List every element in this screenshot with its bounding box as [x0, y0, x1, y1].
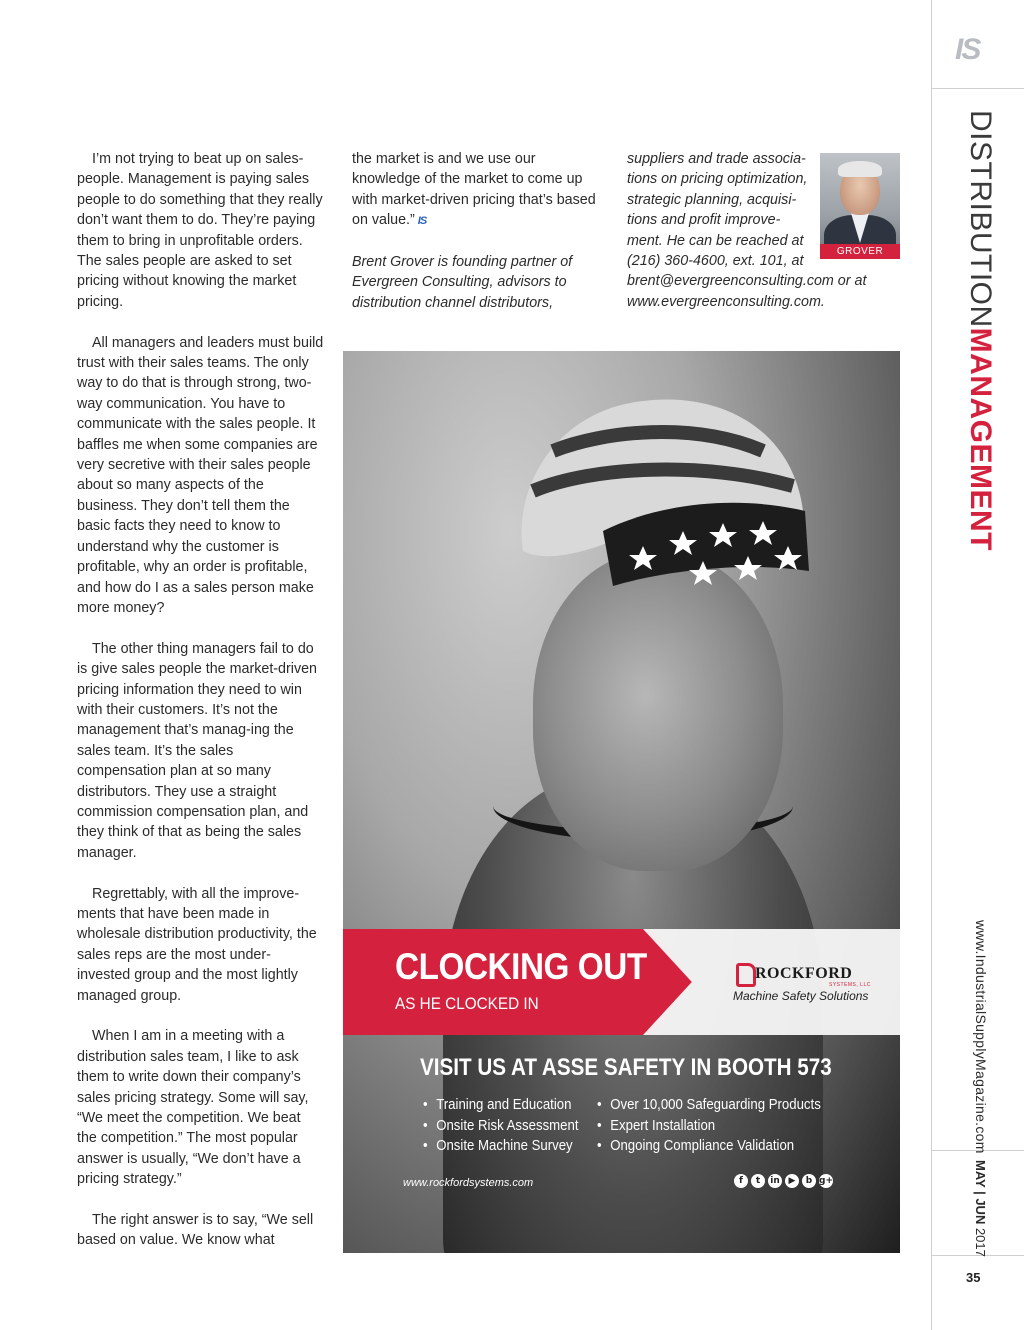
ad-bullet: • Onsite Machine Survey [423, 1136, 579, 1157]
flag-bandana-image [493, 371, 813, 611]
paragraph: When I am in a meeting with a distribution sales team, I like to ask them to write down their company’s sales pricing strategy. Some will say, “We meet the competition. We beat the competition.” The most popular answer is usually, “We don’t have a pricing strategy.” [77, 1028, 309, 1188]
author-bio-start: Brent Grover is founding partner of Evergreen Consulting, advisors to distribution channel distributors, [352, 254, 573, 311]
paragraph [352, 149, 604, 232]
advertisement[interactable] [343, 351, 900, 1253]
magazine-logo: IS [955, 33, 980, 66]
photo-caption: GROVER [820, 244, 900, 259]
article-column-1 [77, 149, 324, 1271]
ad-bullet: • Ongoing Compliance Validation [597, 1136, 821, 1157]
author-contact[interactable]: brent@evergreenconsulting.com or at www.evergreenconsulting.com. [627, 273, 867, 310]
author-bio-continued: suppliers and trade associa-tions on pricing optimization, strategic planning, acquisi-tions and profit improve-ment. He can be reached at (216) 360-4600, ext. 101, at [627, 151, 808, 270]
magazine-url[interactable]: www.IndustrialSupplyMagazine.com [973, 920, 989, 1154]
ad-website-link[interactable]: www.rockfordsystems.com [403, 1177, 534, 1189]
article-column-2 [352, 149, 604, 334]
paragraph: Regrettably, with all the improve-ments that have been made in wholesale distribution productivity, the sales reps are the most under-invested group and the most lightly managed group. [77, 885, 317, 1004]
photo-hair [838, 161, 882, 177]
end-mark-icon: IS [417, 215, 427, 228]
google-plus-icon[interactable]: g+ [819, 1176, 833, 1186]
ad-bullets-left [423, 1095, 579, 1157]
linkedin-icon[interactable]: in [768, 1174, 782, 1188]
ad-visit-booth: VISIT US AT ASSE SAFETY IN BOOTH 573 [420, 1054, 832, 1081]
paragraph: I’m not trying to beat up on sales-people. Management is paying sales people to do something that they really don’t want them to do. They’re paying them to bring in unprofitable orders. The sales people are asked to set pricing without knowing the market pricing. [77, 151, 323, 310]
paragraph-text: the market is and we use our knowledge of the market to come up with market-driven pricing that’s based on value.” [352, 151, 596, 229]
rockford-logo-icon [736, 963, 756, 987]
author-photo [820, 153, 900, 259]
paragraph: All managers and leaders must build trust with their sales teams. The only way to do that is through strong, two-way communication. You have to communicate with the sales people. It baffles me when some companies are very secretive with their sales people about so many aspects of the business. They don’t tell them the basic facts they need to know to understand why the customer is profitable, why an order is profitable, and how do I as a sales person make more money? [77, 334, 324, 616]
ad-social-icons [734, 1174, 833, 1188]
page-number: 35 [966, 1270, 981, 1285]
section-title-light: DISTRIBUTION [964, 110, 997, 328]
facebook-icon[interactable]: f [734, 1174, 748, 1188]
ad-bullet: • Expert Installation [597, 1116, 821, 1137]
ad-brand-subtitle: SYSTEMS, LLC [829, 982, 871, 988]
section-title-bold: MANAGEMENT [964, 327, 997, 551]
issue-year: 2017 [973, 1227, 988, 1257]
ad-subhead: AS HE CLOCKED IN [395, 994, 539, 1013]
section-title [964, 110, 996, 551]
ad-bullets-right [597, 1095, 821, 1157]
youtube-icon[interactable]: ▶ [785, 1174, 799, 1188]
twitter-icon[interactable]: t [751, 1174, 765, 1188]
ad-brand-name: ROCKFORD [755, 965, 853, 982]
ad-bullet: • Onsite Risk Assessment [423, 1116, 579, 1137]
blog-icon[interactable]: b [802, 1174, 816, 1188]
ad-headline: CLOCKING OUT [395, 946, 647, 987]
rail-divider [931, 0, 932, 1330]
paragraph: The right answer is to say, “We sell based on value. We know what [77, 1212, 314, 1249]
ad-bullet: • Over 10,000 Safeguarding Products [597, 1095, 821, 1116]
issue-month: MAY | JUN [973, 1160, 988, 1225]
paragraph: The other thing managers fail to do is give sales people the market-driven pricing information they need to win with their customers. It’s not the management that’s manag-ing the sales team. It’s the sales compensation plan at so many distributors. They use a straight commission compensation plan, and they think of that as being the sales manager. [77, 640, 317, 861]
issue-date [973, 1160, 988, 1257]
ad-tagline: Machine Safety Solutions [733, 989, 869, 1003]
ad-bullet: • Training and Education [423, 1095, 579, 1116]
rail-rule-top [931, 88, 1024, 89]
